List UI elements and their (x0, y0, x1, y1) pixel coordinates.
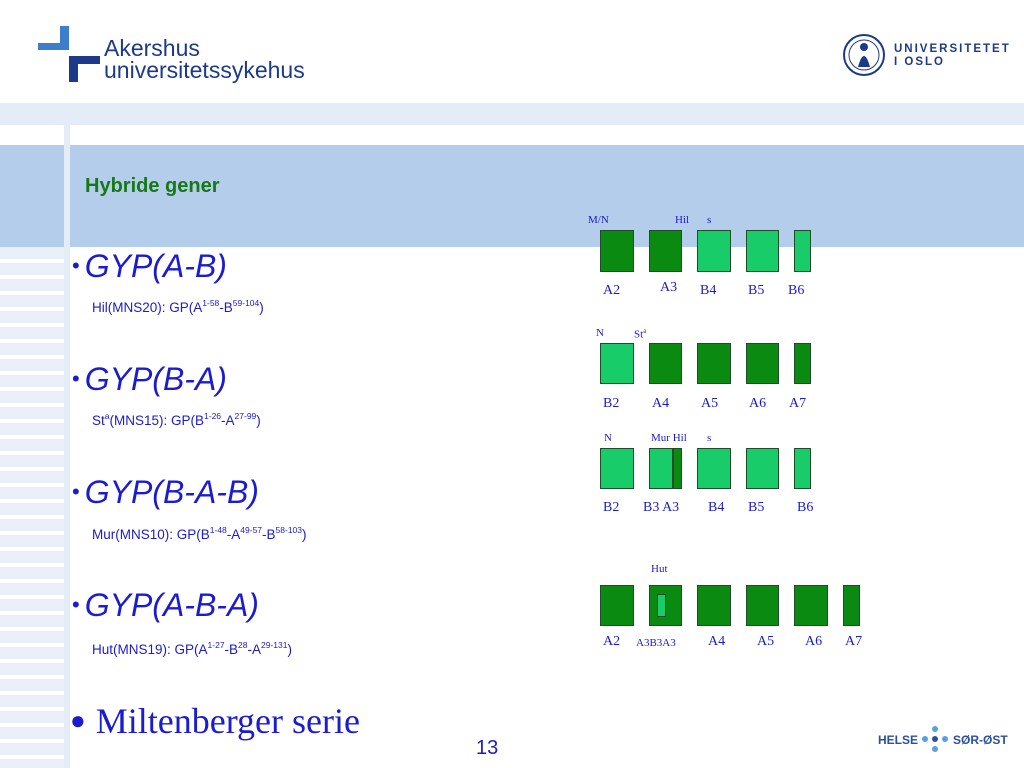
row1-label-a2: A2 (603, 283, 621, 298)
row2-exon-a4 (649, 343, 682, 384)
row1-exon-a3 (649, 230, 682, 272)
row1-exon-a2 (600, 230, 634, 272)
row2-label-a4: A4 (652, 396, 670, 411)
miltenberger-bullet: ● Miltenberger serie (70, 701, 360, 741)
row2-exon-b2 (600, 343, 634, 384)
header-band (0, 103, 1024, 125)
row2-label-a6: A6 (749, 396, 767, 411)
row1-label-a3: A3 (660, 280, 678, 295)
subtext-sta: St$^a$(MNS15): $GP(B^{1-26}-A^{27-99})$ (92, 411, 261, 428)
bullet-gyp-b-a-b: • GYP(B-A-B) (72, 474, 259, 510)
row4-exon-a7 (843, 585, 860, 626)
row4-label-hut: Hut (651, 563, 668, 575)
uio-logo-line1: UNIVERSITETET (894, 43, 1011, 55)
row3-label-s: s (707, 432, 712, 444)
row1-label-b5: B5 (748, 283, 765, 298)
row2-label-b2: B2 (603, 396, 620, 411)
row4-exon-a2 (600, 585, 634, 626)
row1-exon-b6 (794, 230, 811, 272)
row2-label-n: N (596, 327, 604, 339)
row1-exon-b5 (746, 230, 779, 272)
row3-label-b2: B2 (603, 500, 620, 515)
row1-exon-b4 (697, 230, 731, 272)
row2-exon-a6 (746, 343, 779, 384)
left-stripe-decoration (0, 247, 64, 768)
hospital-logo-line2: universitetssykehus (104, 57, 305, 83)
row3-label-n: N (604, 432, 612, 444)
row3-exon-b2 (600, 448, 634, 489)
row4-label-a6: A6 (805, 634, 823, 649)
subtext-hil: Hil(MNS20): $GP(A^{1-58}-B^{59-104})$ (92, 298, 264, 315)
row1-label-b6: B6 (788, 283, 805, 298)
subtext-mur: Mur(MNS10): $GP(B^{1-48}-A^{49-57}-B^{58-103})$ (92, 525, 307, 542)
row4-label-a2: A2 (603, 634, 621, 649)
row3-label-b6: B6 (797, 500, 814, 515)
helse-logo-left: HELSE (878, 733, 919, 747)
row4-exon-a5 (746, 585, 779, 626)
row1-label-mn: M/N (588, 214, 609, 226)
page-number: 13 (476, 737, 499, 759)
row1-label-hil: Hil (675, 214, 690, 226)
row1-label-s: s (707, 214, 712, 226)
slide-title: Hybride gener (85, 175, 220, 197)
row3-exon-b5 (746, 448, 779, 489)
university-seal-icon (842, 33, 886, 77)
bullet-gyp-a-b: • GYP(A-B) (72, 248, 227, 284)
helse-logo-right: SØR-ØST (953, 733, 1008, 747)
hospital-logo-line1: Akershus (104, 35, 200, 61)
row2-label-a5: A5 (701, 396, 719, 411)
bullet-gyp-a-b-a: • GYP(A-B-A) (72, 587, 259, 623)
row1-label-b4: B4 (700, 283, 717, 298)
helse-logo-dots-icon (921, 725, 949, 753)
row4-exon-b3-insert (657, 594, 666, 617)
row2-exon-a7 (794, 343, 811, 384)
row4-label-a4: A4 (708, 634, 726, 649)
row2-exon-a5 (697, 343, 731, 384)
row4-label-a7: A7 (845, 634, 863, 649)
row4-exon-a6 (794, 585, 828, 626)
subtext-hut: Hut(MNS19): $GP(A^{1-27}-B^{28}-A^{29-131})$ (92, 640, 292, 657)
bullet-gyp-b-a: • GYP(B-A) (72, 361, 227, 397)
row3-label-b5: B5 (748, 500, 765, 515)
row4-exon-a4 (697, 585, 731, 626)
hospital-logo-mark-icon (38, 26, 100, 82)
row3-exon-a3 (673, 448, 682, 489)
row3-label-b3a3: B3 A3 (643, 500, 680, 515)
row3-exon-b3 (649, 448, 673, 489)
row3-label-b4: B4 (708, 500, 725, 515)
row3-exon-b4 (697, 448, 731, 489)
uio-logo-line2: I OSLO (894, 56, 945, 68)
row4-label-a5: A5 (757, 634, 775, 649)
row3-label-murhil: Mur Hil (651, 432, 687, 444)
vertical-divider (64, 125, 70, 768)
row2-label-sta: St$^a$ (634, 327, 647, 341)
row4-label-a3b3a3: A3B3A3 (636, 637, 676, 649)
row3-exon-b6 (794, 448, 811, 489)
row2-label-a7: A7 (789, 396, 807, 411)
